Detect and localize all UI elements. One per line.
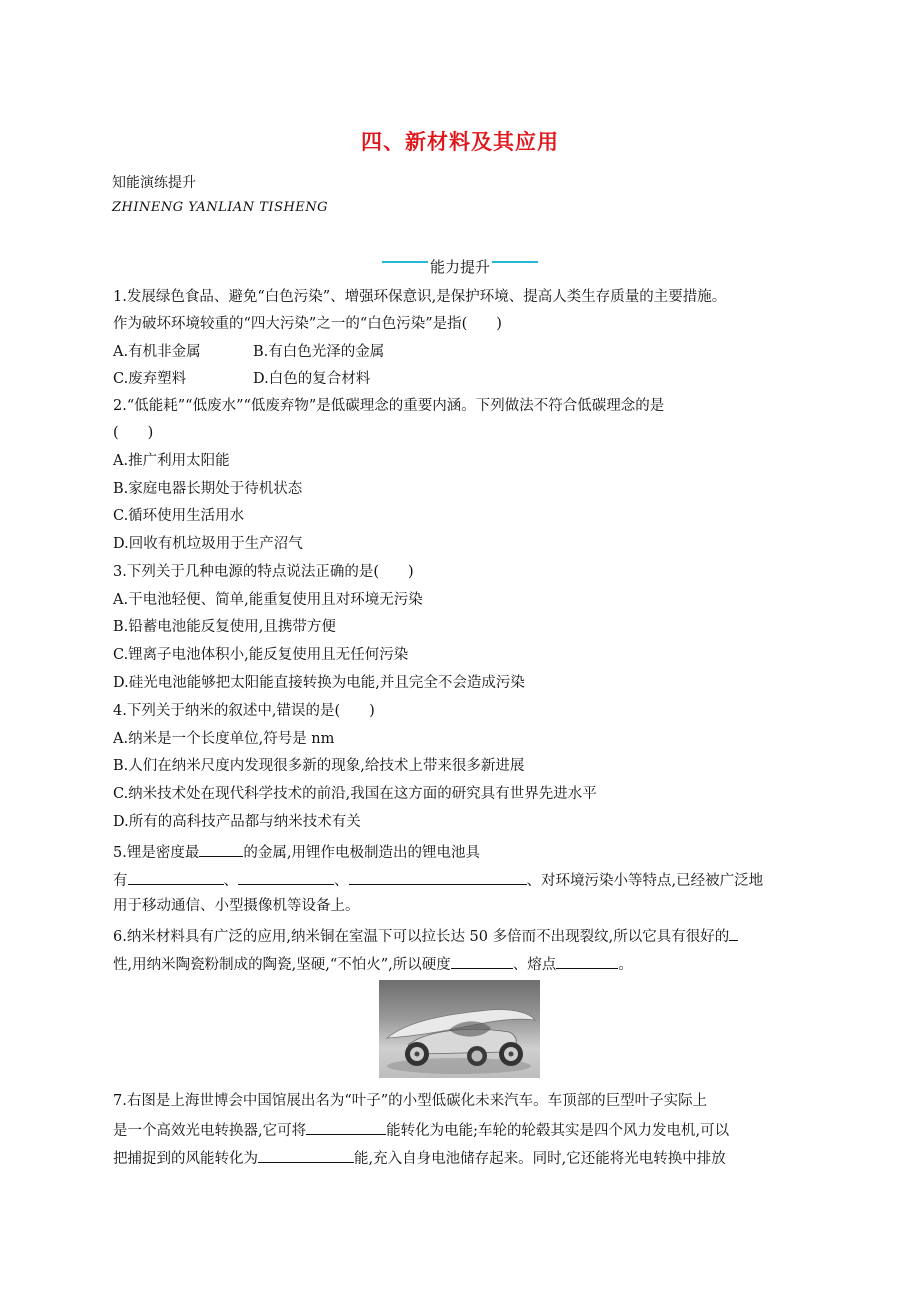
- q5-text-d: 、对环境污染小等特点,已经被广泛地: [526, 873, 764, 889]
- q5-blank-4[interactable]: [349, 868, 527, 885]
- q3-option-d: D.硅光电池能够把太阳能直接转换为电能,并且完全不会造成污染: [113, 675, 525, 691]
- q3-option-b: B.铅蓄电池能反复使用,且携带方便: [113, 619, 336, 635]
- section-bar-left: [382, 261, 428, 263]
- q1-option-a: A.有机非金属: [113, 344, 201, 360]
- q5-blank-3[interactable]: [238, 868, 334, 885]
- q7-text-c: 把捕捉到的风能转化为: [113, 1151, 258, 1167]
- q7-blank-2[interactable]: [258, 1146, 354, 1163]
- q7-line2: [113, 1118, 729, 1141]
- q6-blank-1[interactable]: [729, 924, 738, 941]
- q6-blank-3[interactable]: [556, 952, 618, 969]
- q1-options-row2: [113, 369, 370, 389]
- q5-sep-2: 、: [334, 873, 349, 889]
- q3-stem: 3.下列关于几种电源的特点说法正确的是( ): [113, 564, 414, 580]
- q2-option-b: B.家庭电器长期处于待机状态: [113, 481, 303, 497]
- q4-option-d: D.所有的高科技产品都与纳米技术有关: [113, 814, 361, 830]
- q2-stem-line2: ( ): [113, 425, 154, 441]
- q6-text-a: 6.纳米材料具有广泛的应用,纳米铜在室温下可以拉长达 50 多倍而不出现裂纹,所以它具有很好的: [113, 929, 730, 945]
- q7-text-a: 是一个高效光电转换器,它可将: [113, 1123, 307, 1139]
- q6-blank-2[interactable]: [451, 952, 513, 969]
- q6-line2: [113, 952, 633, 975]
- q4-option-b: B.人们在纳米尺度内发现很多新的现象,给技术上带来很多新进展: [113, 758, 525, 774]
- q2-option-c: C.循环使用生活用水: [113, 508, 245, 524]
- q5-blank-1[interactable]: [199, 840, 243, 857]
- q1-stem-line1: 1.发展绿色食品、避免“白色污染”、增强环保意识,是保护环境、提高人类生存质量的主要措施。: [113, 289, 727, 305]
- q5-sep-1: 、: [223, 873, 238, 889]
- q5-text-c: 有: [113, 873, 128, 889]
- q7-line1: 7.右图是上海世博会中国馆展出名为“叶子”的小型低碳化未来汽车。车顶部的巨型叶子实际上: [113, 1093, 708, 1109]
- q5-blank-2[interactable]: [128, 868, 224, 885]
- q6-line1: [113, 924, 738, 947]
- q1-option-d: D.白色的复合材料: [253, 371, 371, 387]
- q2-stem-line1: 2.“低能耗”“低废水”“低废弃物”是低碳理念的重要内涵。下列做法不符合低碳理念的是: [113, 398, 665, 414]
- section-title: 能力提升: [429, 258, 490, 276]
- q7-line3: [113, 1146, 726, 1169]
- q4-stem: 4.下列关于纳米的叙述中,错误的是( ): [113, 703, 375, 719]
- q5-text-a: 5.锂是密度最: [113, 845, 200, 861]
- q1-stem-line2: 作为破坏环境较重的“四大污染”之一的“白色污染”是指( ): [113, 316, 502, 332]
- leaf-car-photo: [379, 980, 540, 1078]
- q6-sep: 、熔点: [512, 957, 557, 973]
- q5-line3: 用于移动通信、小型摄像机等设备上。: [113, 898, 360, 914]
- q6-end: 。: [618, 957, 633, 973]
- page-title: 四、新材料及其应用: [361, 130, 559, 154]
- section-header: [0, 256, 920, 277]
- car-illustration: [379, 980, 540, 1078]
- q5-text-b: 的金属,用锂作电极制造出的锂电池具: [243, 845, 480, 861]
- q4-option-a: A.纳米是一个长度单位,符号是 nm: [113, 731, 335, 747]
- q1-option-b: B.有白色光泽的金属: [253, 344, 385, 360]
- q4-option-c: C.纳米技术处在现代科学技术的前沿,我国在这方面的研究具有世界先进水平: [113, 786, 597, 802]
- q7-text-d: 能,充入自身电池储存起来。同时,它还能将光电转换中排放: [354, 1151, 726, 1167]
- q1-options-row1: [113, 342, 384, 362]
- subheading-en: ZHINENG YANLIAN TISHENG: [112, 200, 329, 215]
- q2-option-a: A.推广利用太阳能: [113, 453, 230, 469]
- subheading-cn: 知能演练提升: [112, 175, 196, 191]
- q7-text-b: 能转化为电能;车轮的轮毂其实是四个风力发电机,可以: [386, 1123, 730, 1139]
- section-bar-right: [492, 261, 538, 263]
- q1-option-c: C.废弃塑料: [113, 371, 187, 387]
- q3-option-c: C.锂离子电池体积小,能反复使用且无任何污染: [113, 647, 409, 663]
- q5-line2: [113, 868, 763, 891]
- q3-option-a: A.干电池轻便、简单,能重复使用且对环境无污染: [113, 592, 423, 608]
- q6-text-b: 性,用纳米陶瓷粉制成的陶瓷,坚硬,“不怕火”,所以硬度: [113, 957, 451, 973]
- q2-option-d: D.回收有机垃圾用于生产沼气: [113, 536, 303, 552]
- q7-blank-1[interactable]: [306, 1118, 386, 1135]
- q5-line1: [113, 840, 480, 863]
